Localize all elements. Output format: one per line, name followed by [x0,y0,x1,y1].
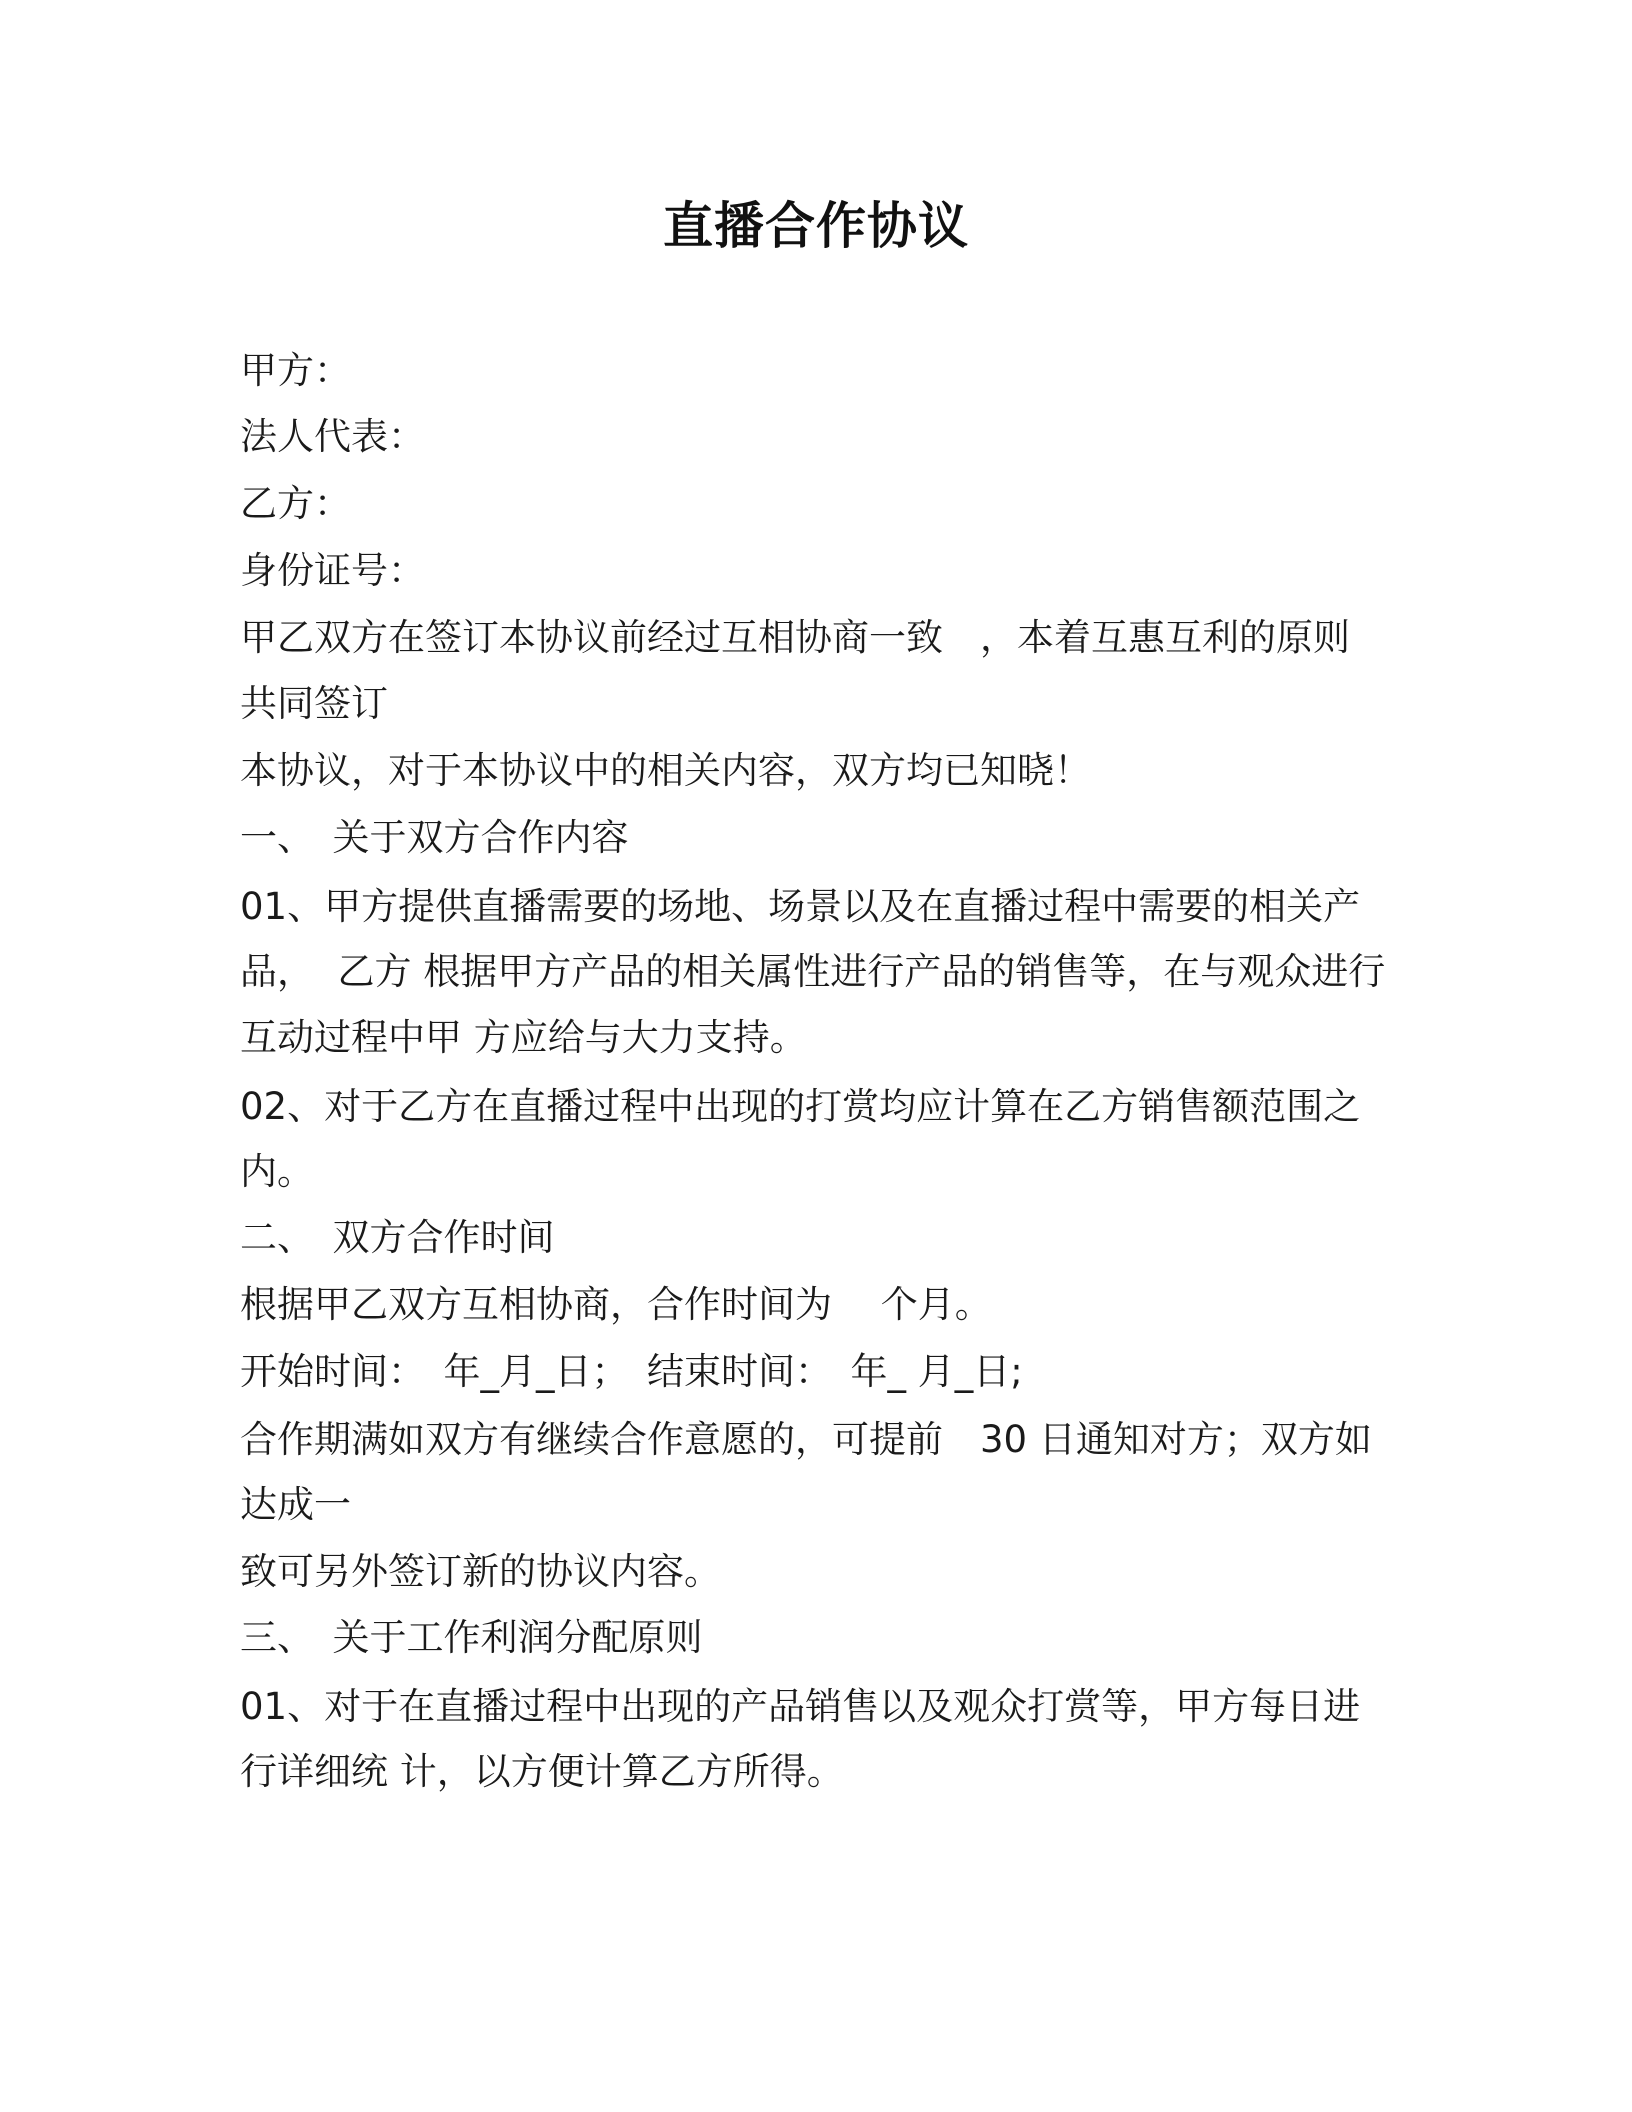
clause-3-01-line-2: 行详细统 计，以方便计算乙方所得。 [240,1750,844,1793]
legal-representative-label: 法人代表： [240,415,425,458]
section-1-heading: 一、 关于双方合作内容 [240,816,629,859]
section-3-heading: 三、 关于工作利润分配原则 [240,1616,703,1659]
preamble-line-1: 甲乙双方在签订本协议前经过互相协商一致 ，本着互惠互利的原则 [240,616,1350,659]
renewal-line-2: 达成一 [240,1483,351,1526]
clause-1-02-line-2: 内。 [240,1150,314,1193]
cooperation-duration-line: 根据甲乙双方互相协商，合作时间为 个月。 [240,1283,992,1326]
party-b-label: 乙方： [240,482,351,525]
party-a-label: 甲方： [240,349,351,392]
clause-3-01-line-1: 01、对于在直播过程中出现的产品销售以及观众打赏等，甲方每日进 [240,1685,1361,1728]
clause-1-01-line-3: 互动过程中甲 方应给与大力支持。 [240,1016,807,1059]
start-end-time-line: 开始时间： 年_月_日； 结束时间： 年_ 月_日; [240,1350,1023,1393]
id-number-label: 身份证号： [240,549,425,592]
section-2-heading: 二、 双方合作时间 [240,1216,555,1259]
renewal-line-3: 致可另外签订新的协议内容。 [240,1550,721,1593]
clause-1-01-line-1: 01、甲方提供直播需要的场地、场景以及在直播过程中需要的相关产 [240,885,1361,928]
clause-1-02-line-1: 02、对于乙方在直播过程中出现的打赏均应计算在乙方销售额范围之 [240,1085,1361,1128]
preamble-line-3: 本协议，对于本协议中的相关内容，双方均已知晓！ [240,749,1091,792]
preamble-line-2: 共同签订 [240,682,388,725]
clause-1-01-line-2: 品， 乙方 根据甲方产品的相关属性进行产品的销售等，在与观众进行 [240,950,1386,993]
document-title: 直播合作协议 [663,197,969,255]
renewal-line-1: 合作期满如双方有继续合作意愿的，可提前 30 日通知对方；双方如 [240,1418,1372,1461]
